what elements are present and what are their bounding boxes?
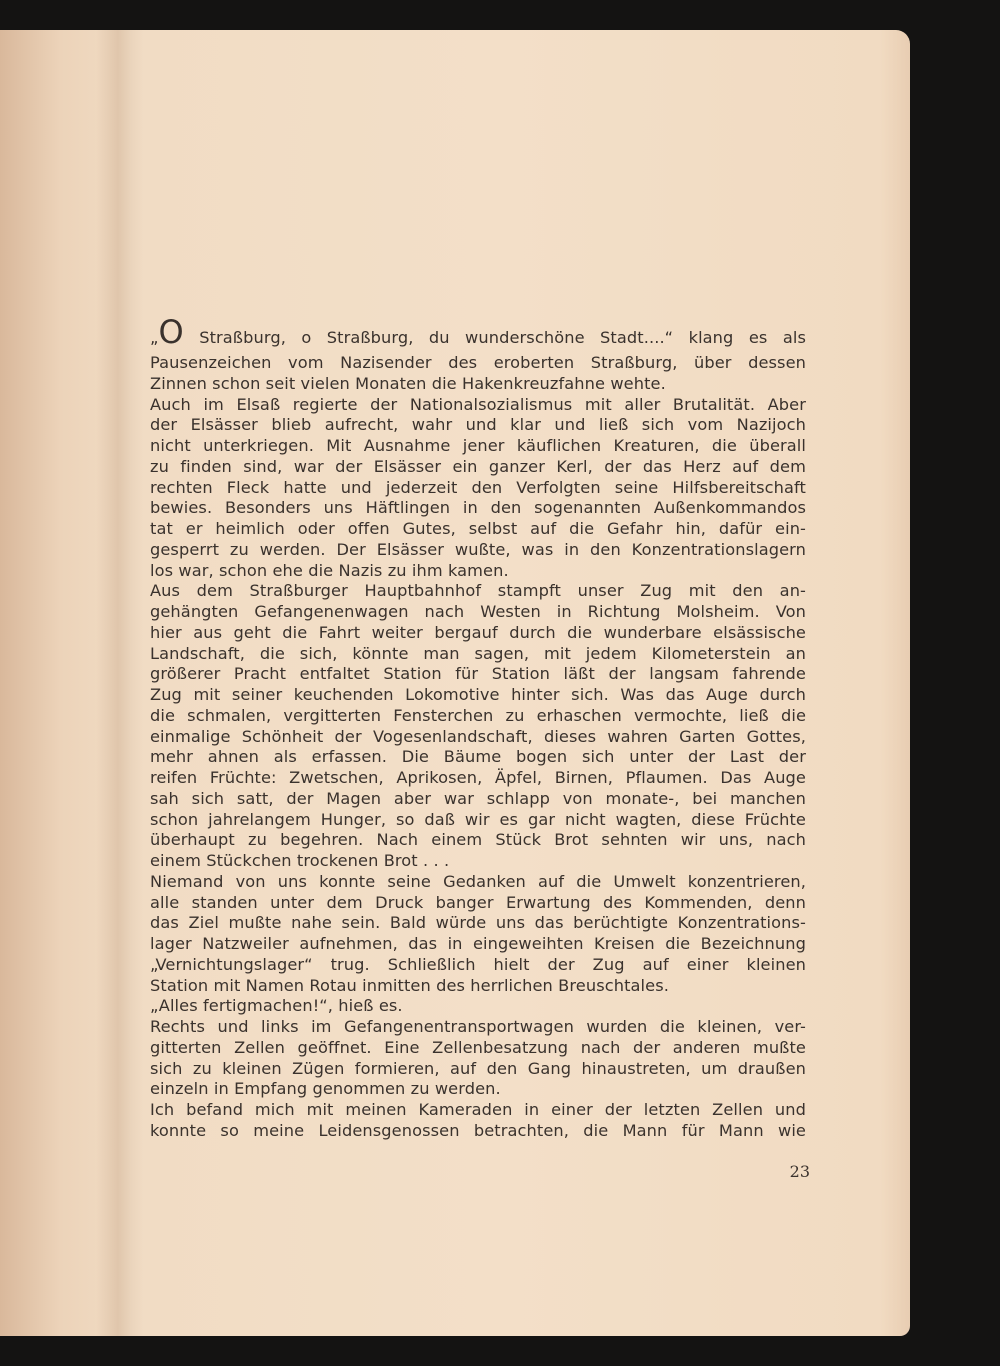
text-line: zu finden sind, war der Elsässer ein ganzer Kerl, der das Herz auf dem	[150, 456, 806, 476]
text-line: einem Stückchen trockenen Brot . . .	[150, 851, 450, 870]
text-line: „Alles fertigmachen!“, hieß es.	[150, 996, 403, 1016]
page-gutter-shadow	[96, 30, 144, 1336]
text-line: konnte so meine Leidensgenossen betrachten, die Mann für Mann wie	[150, 1120, 806, 1140]
text-line: die schmalen, vergitterten Fensterchen zu erhaschen vermochte, ließ die	[150, 705, 806, 725]
text-line: hier aus geht die Fahrt weiter bergauf durch die wunderbare elsässische	[150, 622, 806, 642]
text-line: Zinnen schon seit vielen Monaten die Hakenkreuzfahne wehte.	[150, 373, 666, 393]
text-line: der Elsässer blieb aufrecht, wahr und klar und ließ sich vom Nazijoch	[150, 415, 806, 435]
text-line: „Vernichtungslager“ trug. Schließlich hielt der Zug auf einer kleinen	[150, 954, 806, 974]
first-line-text: Straßburg, o Straßburg, du wunderschöne Stadt....“ klang es als	[183, 328, 806, 347]
text-line: Niemand von uns konnte seine Gedanken auf die Umwelt konzentrieren,	[150, 871, 806, 891]
text-line: los war, schon ehe die Nazis zu ihm kamen.	[150, 560, 509, 580]
text-line: Auch im Elsaß regierte der Nationalsozialismus mit aller Brutalität. Aber	[150, 394, 806, 414]
text-line: alle standen unter dem Druck banger Erwartung des Kommenden, denn	[150, 892, 806, 912]
first-line	[150, 312, 806, 353]
text-line: sich zu kleinen Zügen formieren, auf den Gang hinaustreten, um draußen	[150, 1058, 806, 1078]
text-line: Station mit Namen Rotau inmitten des herrlichen Breuschtales.	[150, 975, 669, 995]
text-line: lager Natzweiler aufnehmen, das in eingeweihten Kreisen die Bezeichnung	[150, 934, 806, 953]
text-line: gitterten Zellen geöffnet. Eine Zellenbesatzung nach der anderen mußte	[150, 1037, 806, 1057]
text-line: bewies. Besonders uns Häftlingen in den sogenannten Außenkommandos	[150, 498, 806, 518]
text-line: größerer Pracht entfaltet Station für Station läßt der langsam fahrende	[150, 664, 806, 684]
text-line: Landschaft, die sich, könnte man sagen, mit jedem Kilometerstein an	[150, 643, 806, 663]
text-line: sah sich satt, der Magen aber war schlapp von monate-, bei manchen	[150, 788, 806, 808]
text-line: rechten Fleck hatte und jederzeit den Verfolgten seine Hilfsbereitschaft	[150, 477, 806, 497]
text-line: Aus dem Straßburger Hauptbahnhof stampft unser Zug mit den an-	[150, 581, 806, 601]
text-line: schon jahrelangem Hunger, so daß wir es gar nicht wagten, diese Früchte	[150, 809, 806, 829]
text-line: überhaupt zu begehren. Nach einem Stück Brot sehnten wir uns, nach	[150, 830, 806, 850]
text-line: gehängten Gefangenenwagen nach Westen in Richtung Molsheim. Von	[150, 602, 806, 621]
text-line: das Ziel mußte nahe sein. Bald würde uns das berüchtigte Konzentrations-	[150, 913, 806, 933]
text-line: Ich befand mich mit meinen Kameraden in einer der letzten Zellen und	[150, 1100, 806, 1119]
text-lines	[150, 353, 806, 1142]
text-line: Zug mit seiner keuchenden Lokomotive hinter sich. Was das Auge durch	[150, 685, 806, 704]
text-line: mehr ahnen als erfassen. Die Bäume bogen sich unter der Last der	[150, 747, 806, 767]
text-line: einmalige Schönheit der Vogesenlandschaft, dieses wahren Garten Gottes,	[150, 726, 806, 746]
text-line: Pausenzeichen vom Nazisender des eroberten Straßburg, über dessen	[150, 353, 806, 372]
text-line: gesperrt zu werden. Der Elsässer wußte, was in den Konzentrationslagern	[150, 539, 806, 559]
text-line: tat er heimlich oder offen Gutes, selbst auf die Gefahr hin, dafür ein-	[150, 519, 806, 538]
body-text	[150, 312, 806, 1142]
page-number: 23	[789, 1162, 810, 1181]
text-line: einzeln in Empfang genommen zu werden.	[150, 1079, 501, 1099]
opening-quote: „	[150, 328, 159, 347]
text-line: Rechts und links im Gefangenentransportwagen wurden die kleinen, ver-	[150, 1017, 806, 1036]
text-line: nicht unterkriegen. Mit Ausnahme jener käuflichen Kreaturen, die überall	[150, 436, 806, 455]
drop-cap: O	[158, 313, 184, 351]
text-line: reifen Früchte: Zwetschen, Aprikosen, Äpfel, Birnen, Pflaumen. Das Auge	[150, 768, 806, 787]
